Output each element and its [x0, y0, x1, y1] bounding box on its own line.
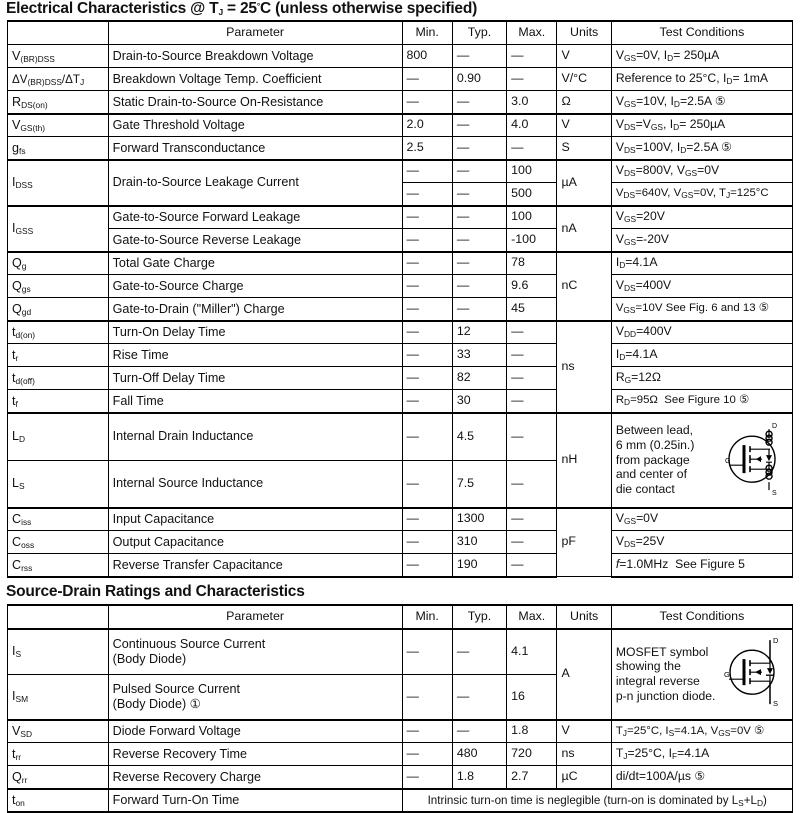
row-test-conditions — [611, 413, 792, 508]
row-test-conditions: $R_D=95\Omega$ See Figure 10 ⑤ — [611, 390, 792, 413]
row-typ: — — [452, 275, 506, 298]
row-parameter: Reverse Recovery Time — [108, 743, 402, 766]
svg-text:D: D — [772, 423, 778, 431]
row-test-conditions: $V_{DS}=V_{GS}$, $I_D= 250\mu A$ — [611, 114, 792, 137]
row-test-conditions: $V_{GS}=10V$, $I_D=2.5A$ ⑤ — [611, 91, 792, 114]
row-max: 2.7 — [507, 766, 557, 789]
svg-text:D: D — [773, 636, 779, 646]
electrical-characteristics-table — [7, 20, 793, 578]
row-max: 500 — [507, 183, 557, 206]
row-symbol: $Q_{gd}$ — [8, 298, 109, 321]
row-typ: 310 — [452, 531, 506, 554]
row-units: µC — [557, 766, 611, 789]
row-test-conditions: f=1.0MHz See Figure 5 — [611, 554, 792, 577]
row-symbol: $C_{rss}$ — [8, 554, 109, 577]
row-parameter: Turn-On Delay Time — [108, 321, 402, 344]
row-typ: 190 — [452, 554, 506, 577]
row-symbol: $t_{d(on)}$ — [8, 321, 109, 344]
row-typ: — — [452, 183, 506, 206]
mosfet-note — [616, 645, 718, 704]
row-parameter — [108, 629, 402, 675]
row-max: 9.6 — [507, 275, 557, 298]
row-min: — — [402, 367, 452, 390]
col-header-typ: Typ. — [452, 21, 506, 45]
row-symbol: $t_{on}$ — [8, 789, 109, 812]
table-header-row — [8, 21, 793, 45]
row-min: — — [402, 674, 452, 720]
table-row — [8, 206, 793, 229]
row-typ: — — [452, 629, 506, 675]
row-test-conditions — [611, 629, 792, 720]
row-typ: — — [452, 160, 506, 183]
row-max: 16 — [507, 674, 557, 720]
row-typ: — — [452, 206, 506, 229]
row-typ: 480 — [452, 743, 506, 766]
row-max: — — [507, 367, 557, 390]
row-min: — — [402, 743, 452, 766]
row-units: V — [557, 114, 611, 137]
col-header-symbol — [8, 21, 109, 45]
col-header-symbol — [8, 605, 109, 629]
parameter-line-1: Continuous Source Current — [112, 637, 266, 652]
row-max: 78 — [507, 252, 557, 275]
note-line: MOSFET symbol — [615, 644, 709, 659]
parameter-line-2: (Body Diode) — [112, 651, 187, 666]
row-symbol: $C_{oss}$ — [8, 531, 109, 554]
row-typ: 1.8 — [452, 766, 506, 789]
table-row — [8, 367, 793, 390]
table-row — [8, 720, 793, 743]
svg-text:S: S — [772, 490, 777, 498]
table-row — [8, 114, 793, 137]
table-row — [8, 743, 793, 766]
svg-text:S: S — [773, 699, 779, 709]
row-max: — — [507, 321, 557, 344]
row-symbol: $V_{(BR)DSS}$ — [8, 45, 109, 68]
row-parameter: Internal Drain Inductance — [108, 413, 402, 461]
row-parameter: Forward Turn-On Time — [108, 789, 402, 812]
row-max: 3.0 — [507, 91, 557, 114]
row-min: — — [402, 160, 452, 183]
row-typ: — — [452, 298, 506, 321]
table-row — [8, 160, 793, 183]
row-test-conditions: $V_{GS}=0V$, $I_D= 250\mu A$ — [611, 45, 792, 68]
row-symbol: $g_{fs}$ — [8, 137, 109, 160]
row-units: µA — [557, 160, 611, 206]
row-min: — — [402, 508, 452, 531]
note-line: die contact — [615, 481, 675, 496]
note-line: showing the — [615, 659, 681, 674]
table-row — [8, 508, 793, 531]
row-test-conditions: $V_{DS}=400V$ — [611, 275, 792, 298]
row-parameter — [108, 674, 402, 720]
parameter-line-2: (Body Diode) ① — [112, 696, 201, 711]
row-typ: 30 — [452, 390, 506, 413]
row-typ: 33 — [452, 344, 506, 367]
table-row — [8, 766, 793, 789]
row-symbol: $I_S$ — [8, 629, 109, 675]
table-row — [8, 229, 793, 252]
note-line: Between lead, — [615, 423, 694, 438]
svg-text:G: G — [725, 458, 731, 466]
row-max: 4.1 — [507, 629, 557, 675]
table-row — [8, 45, 793, 68]
row-parameter: Gate Threshold Voltage — [108, 114, 402, 137]
row-symbol: $C_{iss}$ — [8, 508, 109, 531]
row-typ: 4.5 — [452, 413, 506, 461]
table-row — [8, 531, 793, 554]
row-symbol: $Q_{rr}$ — [8, 766, 109, 789]
row-test-conditions: $V_{DS}=640V$, $V_{GS}=0V$, $T_J=125^\circ C$ — [611, 183, 792, 206]
row-units: V/°C — [557, 68, 611, 91]
row-symbol: $V_{SD}$ — [8, 720, 109, 743]
table-row — [8, 252, 793, 275]
row-test-conditions: $V_{DS}=25V$ — [611, 531, 792, 554]
row-units: A — [557, 629, 611, 720]
col-header-max: Max. — [507, 605, 557, 629]
row-min: — — [402, 554, 452, 577]
row-min: 2.0 — [402, 114, 452, 137]
row-symbol: $L_S$ — [8, 460, 109, 508]
inductance-note — [616, 423, 718, 496]
row-units: ns — [557, 743, 611, 766]
row-max: 45 — [507, 298, 557, 321]
note-line: p-n junction diode. — [615, 688, 716, 703]
table-header-row — [8, 605, 793, 629]
row-typ: — — [452, 229, 506, 252]
col-header-parameter: Parameter — [108, 605, 402, 629]
row-units: nA — [557, 206, 611, 252]
row-max: — — [507, 344, 557, 367]
row-typ: 12 — [452, 321, 506, 344]
row-max: — — [507, 460, 557, 508]
row-min: — — [402, 206, 452, 229]
mosfet-inductance-symbol-icon — [722, 419, 790, 501]
row-test-conditions: $V_{GS}=0V$ — [611, 508, 792, 531]
row-typ: — — [452, 45, 506, 68]
row-min: — — [402, 629, 452, 675]
row-units: V — [557, 45, 611, 68]
row-units: V — [557, 720, 611, 743]
row-symbol: $V_{GS(th)}$ — [8, 114, 109, 137]
table-row — [8, 629, 793, 675]
col-header-typ: Typ. — [452, 605, 506, 629]
row-parameter: Drain-to-Source Leakage Current — [108, 160, 402, 206]
row-parameter: Gate-to-Source Charge — [108, 275, 402, 298]
row-test-conditions: $V_{DS}=100V$, $I_D=2.5A$ ⑤ — [611, 137, 792, 160]
row-test-conditions: di/dt=100A/µs ⑤ — [611, 766, 792, 789]
mosfet-body-diode-symbol-icon — [722, 634, 790, 714]
row-test-conditions: $V_{DD}=400V$ — [611, 321, 792, 344]
row-min: — — [402, 183, 452, 206]
col-header-units: Units — [557, 21, 611, 45]
row-test-conditions: Reference to 25°C, $I_D= 1mA$ — [611, 68, 792, 91]
table-row — [8, 413, 793, 461]
row-parameter: Breakdown Voltage Temp. Coefficient — [108, 68, 402, 91]
row-typ: — — [452, 91, 506, 114]
table-row — [8, 298, 793, 321]
note-line: integral reverse — [615, 674, 700, 688]
section-title-electrical-characteristics: Electrical Characteristics @ $T_J = 25^\circ C$ (unless otherwise specified) — [6, 0, 478, 17]
row-max: — — [507, 508, 557, 531]
row-symbol: $t_r$ — [8, 344, 109, 367]
col-header-parameter: Parameter — [108, 21, 402, 45]
row-symbol: $t_{rr}$ — [8, 743, 109, 766]
row-min: — — [402, 275, 452, 298]
row-symbol: $\Delta V_{(BR)DSS}/\Delta T_J$ — [8, 68, 109, 91]
row-parameter: Fall Time — [108, 390, 402, 413]
row-max: — — [507, 413, 557, 461]
row-typ: — — [452, 114, 506, 137]
row-typ: — — [452, 720, 506, 743]
row-min: — — [402, 298, 452, 321]
row-units: nH — [557, 413, 611, 508]
row-test-conditions: $I_D=4.1A$ — [611, 252, 792, 275]
row-max: 1.8 — [507, 720, 557, 743]
table-row — [8, 554, 793, 577]
row-units: S — [557, 137, 611, 160]
note-line: 6 mm (0.25in.) — [615, 438, 695, 453]
row-parameter: Input Capacitance — [108, 508, 402, 531]
row-parameter: Output Capacitance — [108, 531, 402, 554]
row-test-conditions: $I_D=4.1A$ — [611, 344, 792, 367]
row-typ: 7.5 — [452, 460, 506, 508]
section-title-source-drain-ratings: Source-Drain Ratings and Characteristics — [6, 582, 305, 600]
row-max: — — [507, 68, 557, 91]
note-line: from package — [615, 452, 690, 467]
row-test-conditions: $V_{GS}=20V$ — [611, 206, 792, 229]
row-parameter: Gate-to-Drain ("Miller") Charge — [108, 298, 402, 321]
source-drain-ratings-table — [7, 604, 793, 813]
col-header-min: Min. — [402, 605, 452, 629]
table-row — [8, 321, 793, 344]
row-min: — — [402, 413, 452, 461]
row-parameter: Internal Source Inductance — [108, 460, 402, 508]
table-row — [8, 137, 793, 160]
row-min: — — [402, 68, 452, 91]
row-max: -100 — [507, 229, 557, 252]
row-units: Ω — [557, 91, 611, 114]
note-line: and center of — [615, 467, 687, 482]
row-max: 100 — [507, 206, 557, 229]
table-row — [8, 68, 793, 91]
parameter-line-1: Pulsed Source Current — [112, 682, 241, 697]
row-parameter: Rise Time — [108, 344, 402, 367]
row-parameter: Forward Transconductance — [108, 137, 402, 160]
row-min: — — [402, 229, 452, 252]
row-parameter: Diode Forward Voltage — [108, 720, 402, 743]
row-min: — — [402, 321, 452, 344]
row-parameter: Reverse Transfer Capacitance — [108, 554, 402, 577]
row-min: — — [402, 766, 452, 789]
row-test-conditions: $V_{DS}=800V$, $V_{GS}=0V$ — [611, 160, 792, 183]
row-min: — — [402, 91, 452, 114]
row-min: — — [402, 531, 452, 554]
row-typ: — — [452, 674, 506, 720]
table-row — [8, 275, 793, 298]
table-row — [8, 344, 793, 367]
table-row — [8, 789, 793, 812]
row-typ: 82 — [452, 367, 506, 390]
row-test-conditions: $T_J=25^\circ C$, $I_S=4.1A$, $V_{GS}=0V$ ⑤ — [611, 720, 792, 743]
row-symbol: $R_{DS(on)}$ — [8, 91, 109, 114]
table-row — [8, 91, 793, 114]
row-max: — — [507, 45, 557, 68]
row-min: — — [402, 344, 452, 367]
row-units: pF — [557, 508, 611, 577]
row-symbol: $Q_{gs}$ — [8, 275, 109, 298]
row-min: 800 — [402, 45, 452, 68]
row-parameter: Turn-Off Delay Time — [108, 367, 402, 390]
row-units: nC — [557, 252, 611, 321]
row-symbol: $I_{SM}$ — [8, 674, 109, 720]
row-typ: 1300 — [452, 508, 506, 531]
row-test-conditions: $V_{GS}=-20V$ — [611, 229, 792, 252]
row-symbol: $t_f$ — [8, 390, 109, 413]
row-parameter: Gate-to-Source Forward Leakage — [108, 206, 402, 229]
row-min: — — [402, 460, 452, 508]
col-header-max: Max. — [507, 21, 557, 45]
col-header-units: Units — [557, 605, 611, 629]
row-min: 2.5 — [402, 137, 452, 160]
row-max: 4.0 — [507, 114, 557, 137]
row-symbol: $t_{d(off)}$ — [8, 367, 109, 390]
row-min: — — [402, 252, 452, 275]
row-typ: 0.90 — [452, 68, 506, 91]
row-max: — — [507, 554, 557, 577]
row-max: — — [507, 390, 557, 413]
row-max: — — [507, 531, 557, 554]
row-test-conditions: $V_{GS}=10V$ See Fig. 6 and 13 ⑤ — [611, 298, 792, 321]
svg-text:G: G — [724, 670, 730, 680]
row-max: — — [507, 137, 557, 160]
row-max: 100 — [507, 160, 557, 183]
row-symbol: $Q_g$ — [8, 252, 109, 275]
row-units: ns — [557, 321, 611, 413]
table-row — [8, 390, 793, 413]
row-min: — — [402, 720, 452, 743]
row-parameter: Gate-to-Source Reverse Leakage — [108, 229, 402, 252]
row-parameter: Drain-to-Source Breakdown Voltage — [108, 45, 402, 68]
row-test-conditions: $R_G=12\Omega$ — [611, 367, 792, 390]
row-max: 720 — [507, 743, 557, 766]
row-symbol: $I_{GSS}$ — [8, 206, 109, 252]
row-note-forward-turn-on: Intrinsic turn-on time is neglegible (turn-on is dominated by $L_S+L_D$) — [402, 789, 793, 812]
row-min: — — [402, 390, 452, 413]
row-symbol: $I_{DSS}$ — [8, 160, 109, 206]
row-typ: — — [452, 137, 506, 160]
row-parameter: Static Drain-to-Source On-Resistance — [108, 91, 402, 114]
row-parameter: Reverse Recovery Charge — [108, 766, 402, 789]
row-parameter: Total Gate Charge — [108, 252, 402, 275]
row-typ: — — [452, 252, 506, 275]
row-test-conditions: $T_J=25^\circ C$, $I_F=4.1A$ — [611, 743, 792, 766]
col-header-min: Min. — [402, 21, 452, 45]
col-header-test-conditions: Test Conditions — [611, 605, 792, 629]
col-header-test-conditions: Test Conditions — [611, 21, 792, 45]
row-symbol: $L_D$ — [8, 413, 109, 461]
